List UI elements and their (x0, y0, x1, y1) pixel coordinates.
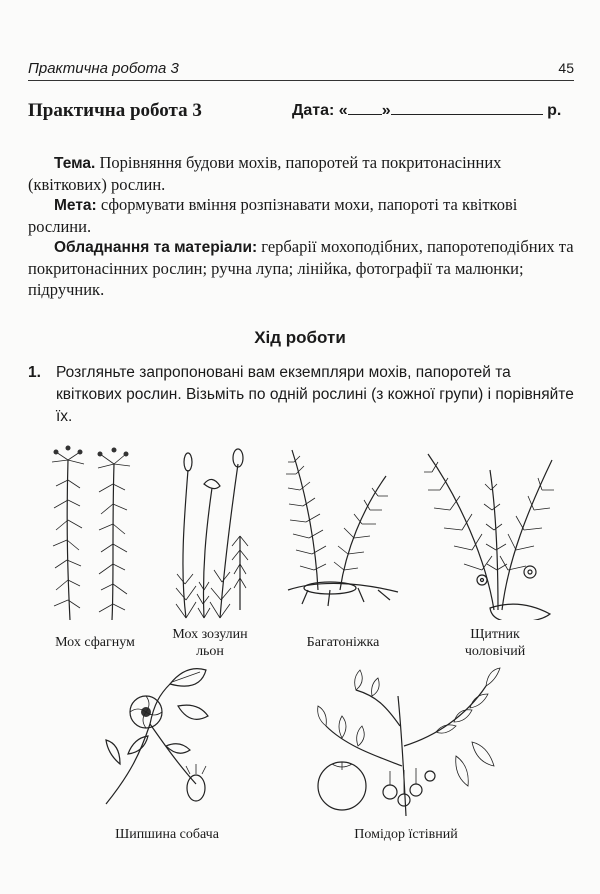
rosa-illustration (100, 664, 230, 814)
equipment-label: Обладнання та матеріали: (54, 239, 258, 256)
caption-polytrichum-line2: льон (196, 644, 224, 659)
date-month-blank[interactable] (391, 102, 543, 115)
running-header-title: Практична робота 3 (28, 60, 179, 77)
page-number: 45 (558, 60, 574, 76)
running-header (28, 56, 574, 81)
caption-dryopteris-line2: чоловічий (464, 644, 526, 659)
polytrichum-illustration (160, 440, 260, 622)
date-end: р. (547, 102, 562, 119)
caption-sphagnum: Мох сфагнум (55, 635, 135, 650)
caption-rosa: Шипшина собача (115, 827, 219, 842)
task-text: Розгляньте запропоновані вам екземпляри мохів, папоротей та квіткових рослин. Візьміть по одній рослині (з кожної групи) і порівняйте їх. (56, 364, 574, 425)
date-line (292, 102, 561, 120)
polypodium-illustration (278, 440, 408, 620)
caption-tomato: Помідор їстівний (354, 827, 458, 842)
topic-label: Тема. (54, 155, 96, 172)
goal-text: сформувати вміння розпізнавати мохи, папороті та квіткові рослини. (28, 195, 518, 236)
goal-paragraph (28, 194, 576, 237)
caption-polytrichum (150, 626, 270, 660)
section-title: Хід роботи (254, 328, 346, 347)
task-number: 1. (28, 364, 41, 381)
topic-text: Порівняння будови мохів, папоротей та покритонасінних (квіткових) рослин. (28, 153, 502, 194)
caption-dryopteris-line1: Щитник (470, 627, 520, 642)
dryopteris-illustration (420, 440, 560, 620)
tomato-illustration (306, 666, 502, 818)
equipment-text: гербарії мохоподібних, папоротеподібних та покритонасінних рослин; ручна лупа; лінійка, фотографії та малюнки; підручник. (28, 237, 574, 299)
sphagnum-illustration (40, 440, 150, 622)
date-mid: » (381, 102, 391, 119)
caption-polypodium: Багатоніжка (306, 635, 380, 650)
equipment-paragraph (28, 236, 576, 300)
goal-label: Мета: (54, 197, 97, 214)
topic-paragraph (28, 152, 576, 195)
date-label: Дата: « (292, 102, 348, 119)
work-title: Практична робота 3 (28, 100, 202, 121)
date-day-blank[interactable] (348, 102, 382, 115)
caption-polytrichum-line1: Мох зозулин (172, 627, 248, 642)
caption-dryopteris (430, 626, 560, 660)
task-1 (28, 362, 576, 428)
